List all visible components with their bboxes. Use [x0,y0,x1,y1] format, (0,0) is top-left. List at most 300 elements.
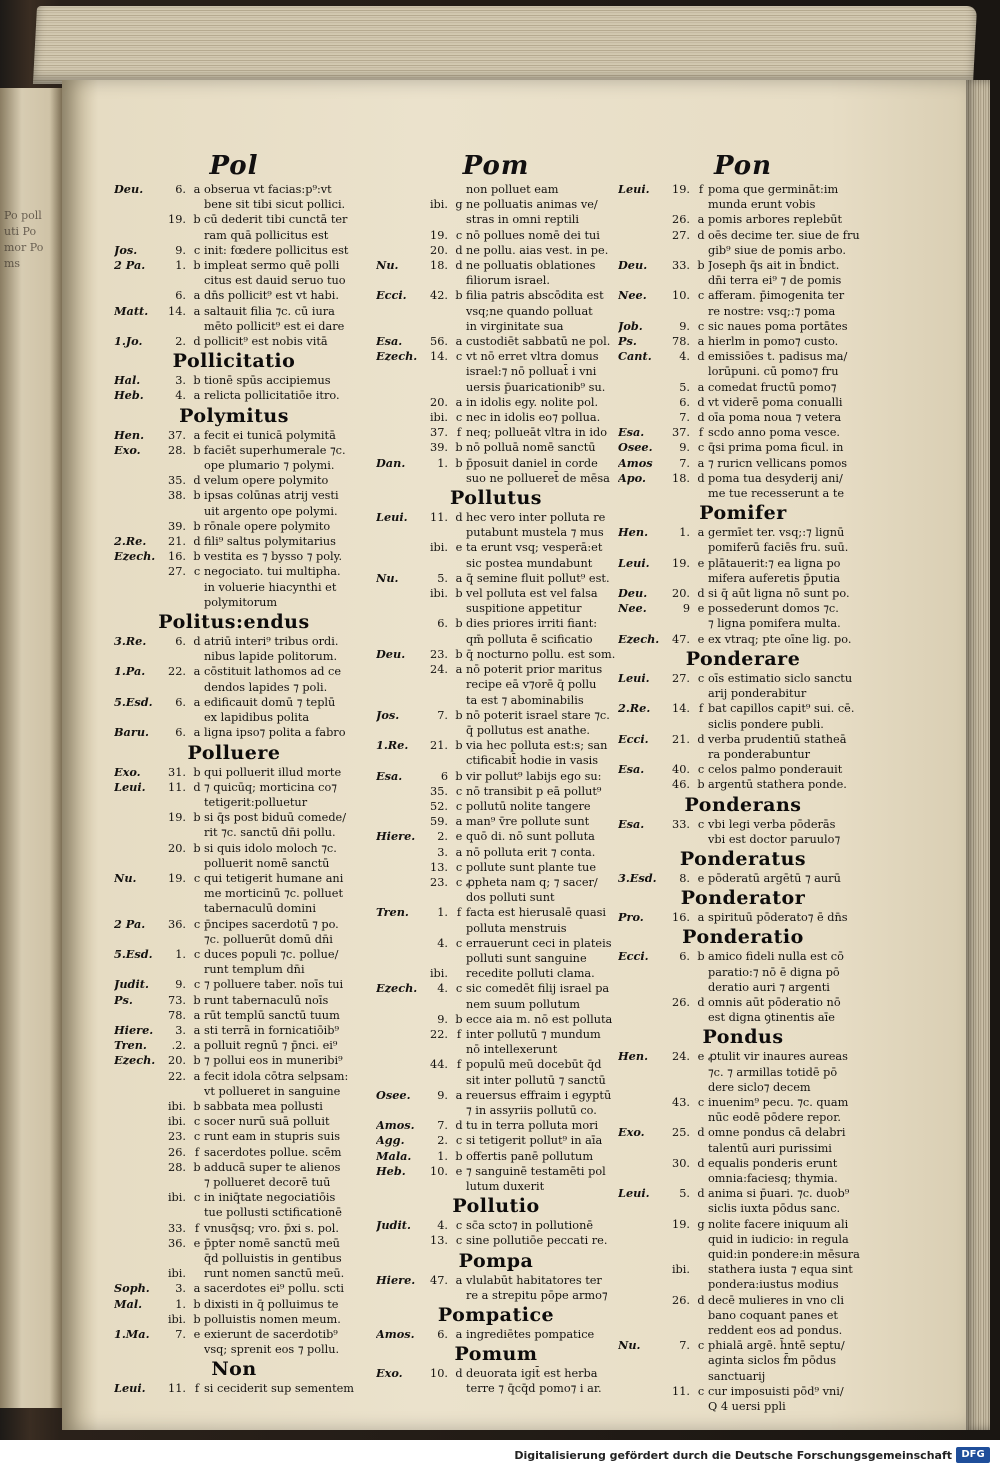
entry-text: oīa poma noua ⁊ vetera [708,411,842,425]
concordance-entry [376,425,616,440]
entry-text: via hec polluta est:s; san [466,739,608,753]
concordance-entry [618,1293,868,1308]
entry-text: ⁊ ruricn vellicans pomos [708,456,848,470]
lemma-heading: Pollutio [452,1195,540,1218]
concordance-entry [618,1080,868,1095]
concordance-entry [376,228,616,243]
entry-text: dixisti in q̄ polluimus te [204,1297,339,1311]
concordance-entry [618,949,868,964]
concordance-entry [618,380,868,395]
chapter-number [422,182,452,197]
concordance-entry [618,243,868,258]
chapter-number [664,1353,694,1368]
section-letter: d [455,259,463,273]
chapter-number: 40. [672,763,690,777]
section-letter [694,965,708,980]
concordance-entry [618,1232,868,1247]
chapter-number: 35. [168,474,186,488]
entry-text: nō poterit israel stare ⁊c. [466,708,610,722]
book-reference: Esa. [618,816,645,831]
book-reference [618,616,664,631]
concordance-entry [376,662,616,677]
section-letter: a [455,1273,463,1287]
concordance-entry [376,981,616,996]
chapter-number: 78. [672,335,690,349]
concordance-entry [376,319,616,334]
entry-text: scdo anno poma vesce. [708,426,840,440]
entry-text: uit argento ope polymi. [204,504,338,518]
concordance-entry [114,1038,354,1053]
book-reference: Mala. [376,1148,412,1163]
book-reference [618,995,664,1010]
section-letter: d [697,350,705,364]
book-reference [114,795,160,810]
book-reference [618,571,664,586]
section-letter: c [455,411,463,425]
lemma-heading: Ponderatio [682,926,804,949]
chapter-number: 6. [679,950,690,964]
chapter-number [422,723,452,738]
section-letter [452,304,466,319]
chapter-number: 26. [672,1293,690,1307]
concordance-entry [376,1179,616,1194]
section-letter [190,1342,204,1357]
section-letter: a [193,428,201,442]
chapter-number [664,1308,694,1323]
chapter-number: ibi. [167,1115,186,1129]
book-reference: Deu. [376,646,406,661]
section-letter [452,1103,466,1118]
chapter-number: 46. [672,778,690,792]
section-letter: b [193,1160,201,1174]
chapter-number [160,886,190,901]
page-block-top-edge [33,6,977,84]
entry-text: quid:in pondere:in mēsura [708,1247,860,1261]
book-reference [114,319,160,334]
entry-text: dn̄i terra ei⁹ ⁊ de pomis [708,274,842,288]
book-reference [114,519,160,534]
chapter-number: 56. [430,335,448,349]
book-reference: Heb. [376,1163,406,1178]
book-reference [376,212,422,227]
chapter-number [664,1080,694,1095]
section-letter [452,1073,466,1088]
book-reference [618,1277,664,1292]
concordance-entry [618,671,868,686]
book-reference: Ezech. [618,631,660,646]
concordance-entry [618,817,868,832]
book-reference: Hen. [618,1049,649,1064]
section-letter: b [193,213,201,227]
book-reference [114,1175,160,1190]
chapter-number: 22. [168,665,186,679]
entry-text: gib⁹ siue de pomis arbo. [708,243,846,257]
entry-text: rūt templū sanctū tuum [204,1008,340,1022]
concordance-entry [618,364,868,379]
book-reference [376,632,422,647]
concordance-entry [618,995,868,1010]
concordance-entry [376,1288,616,1303]
section-letter: e [697,602,705,616]
concordance-entry [618,747,868,762]
section-letter [190,1084,204,1099]
entry-text: socer nurū suā polluit [204,1115,330,1129]
entry-text: sc̄a scto⁊ in pollutionē [466,1219,594,1233]
chapter-number: 3. [175,1282,186,1296]
lemma-heading: Ponderatus [679,847,807,870]
book-reference [618,380,664,395]
chapter-number: 11. [168,780,186,794]
section-letter: c [193,1115,201,1129]
entry-text: Joseph q̄s ait in b̄ndict. [708,259,840,273]
entry-text: ⁊ polluere taber. noīs tui [204,978,344,992]
section-letter [694,1247,708,1262]
section-letter: c [697,319,705,333]
entry-text: inuenim⁹ pecu. ⁊c. quam [708,1095,849,1109]
concordance-entry [618,571,868,586]
section-letter: d [455,243,463,257]
chapter-number: 22. [430,1027,448,1041]
book-reference: Leui. [618,1186,650,1201]
book-reference [114,856,160,871]
section-letter: f [698,426,704,440]
concordance-entry [114,664,354,679]
entry-text: siclis iuxta pōdus sanc. [708,1202,841,1216]
chapter-number: 42. [430,289,448,303]
section-letter: c [697,671,705,685]
section-letter [190,228,204,243]
book-reference: Esa. [376,768,403,783]
book-reference: Job. [618,318,643,333]
entry-text: polluistis nomen meum. [204,1312,341,1326]
concordance-entry [376,349,616,364]
concordance-entry [618,1399,868,1414]
chapter-number: 6. [679,395,690,409]
entry-text: est digna ꝯtinentis aīe [708,1011,835,1025]
section-letter: g [455,198,463,212]
section-letter: b [193,443,201,457]
dfg-logo: DFG [956,1447,990,1463]
concordance-entry [618,965,868,980]
entry-text: reuersus effraim i egyptū [466,1088,612,1102]
entry-text: in voluerie hiacynthi et [204,580,337,594]
book-reference: Exo. [114,764,141,779]
concordance-entry [376,586,616,601]
chapter-number [422,1288,452,1303]
book-reference [618,832,664,847]
book-reference [618,540,664,555]
book-reference: Hiere. [376,1272,416,1287]
book-reference [618,1384,664,1399]
chapter-number: 23. [168,1130,186,1144]
concordance-entry [376,1027,616,1042]
entry-text: velum opere polymito [204,474,329,488]
concordance-entry [114,1281,354,1296]
book-reference: Deu. [114,182,144,196]
chapter-number [160,1084,190,1099]
book-reference: Ps. [114,992,133,1007]
book-reference: 2 Pa. [114,258,146,273]
book-reference [376,875,422,890]
section-letter: d [697,587,705,601]
section-letter [694,1201,708,1216]
section-letter [452,753,466,768]
section-letter: d [697,395,705,409]
entry-text: paratio:⁊ nō ē digna pō [708,965,840,979]
section-letter: c [193,947,201,961]
entry-text: saltauit filia ⁊c. cū iura [204,304,335,318]
entry-text: in virginitate sua [466,319,564,333]
section-letter: c [455,784,463,798]
concordance-entry [114,962,354,977]
chapter-number [422,1179,452,1194]
entry-text: sit inter pollutū ⁊ sanctū [466,1073,606,1087]
book-reference [376,540,422,555]
entry-text: ta est ⁊ abominabilis [466,693,584,707]
chapter-number: ibi. [167,1099,186,1113]
book-reference [618,1399,664,1414]
section-letter: b [697,950,705,964]
section-letter: a [455,395,463,409]
entry-text: argentū stathera ponde. [708,778,847,792]
concordance-entry [114,856,354,871]
chapter-number [160,825,190,840]
chapter-number: ibi. [167,1267,186,1281]
book-reference: Esa. [618,762,645,777]
entry-text: fecit ei tunicā polymitā [204,428,336,442]
entry-text: poma que germināt:im [708,183,839,196]
book-reference [114,488,160,503]
entry-text: sabbata mea pollusti [204,1099,323,1113]
book-reference [376,1042,422,1057]
entry-text: uersis p̄uaricationib⁹ su. [466,380,606,394]
column-2 [376,150,616,1397]
section-letter: b [193,519,201,533]
entry-text: citus est dauid seruo tuo [204,274,346,288]
section-letter [452,966,466,981]
chapter-number [664,571,694,586]
section-letter [190,580,204,595]
concordance-entry [376,1103,616,1118]
book-reference [618,1232,664,1247]
book-reference [618,197,664,212]
entry-text: q̄ nocturno pollu. est som. [466,647,616,661]
book-reference [618,1308,664,1323]
concordance-entry [114,841,354,856]
section-letter [190,458,204,473]
book-reference [114,228,160,243]
book-reference [114,1236,160,1251]
book-reference: Nee. [618,288,647,303]
book-reference [618,1293,664,1308]
concordance-entry [114,1266,354,1281]
book-page [62,80,966,1430]
section-letter: d [697,1126,705,1140]
concordance-entry [114,443,354,458]
section-letter [694,1232,708,1247]
entry-text: tue pollusti sctificationē [204,1206,342,1220]
entry-text: ne polluatis animas ve/ [466,198,598,212]
chapter-number: 27. [672,228,690,242]
section-letter: a [697,911,705,925]
chapter-number: 4. [437,1219,448,1233]
chapter-number [422,951,452,966]
concordance-entry [376,647,616,662]
chapter-number: 6. [437,617,448,631]
entry-text: atriū interi⁹ tribus ordi. [204,635,339,649]
entry-text: sacerdotes pollue. scēm [204,1145,342,1159]
entry-text: filia patris abscōdita est [466,289,604,303]
entry-text: si q̄ aūt ligna nō sunt po. [708,587,850,601]
chapter-number [664,1065,694,1080]
entry-text: afferam. p̄imogenita ter [708,289,845,303]
entry-text: non polluet eam [466,183,559,196]
entry-text: nō polluta erit ⁊ conta. [466,845,596,859]
concordance-entry [114,710,354,725]
concordance-entry [376,936,616,951]
entry-text: sic naues poma portātes [708,319,848,333]
book-reference [376,1073,422,1088]
book-reference [114,1069,160,1084]
chapter-number [422,997,452,1012]
section-letter: a [455,1088,463,1102]
chapter-number: 1. [437,906,448,920]
chapter-number [160,319,190,334]
concordance-entry [618,1353,868,1368]
concordance-entry [618,228,868,243]
entry-text: qui polluerit illud morte [204,765,342,779]
chapter-number [160,795,190,810]
chapter-number [422,212,452,227]
chapter-number [422,677,452,692]
section-letter [694,1010,708,1025]
chapter-number [664,364,694,379]
section-letter: c [455,799,463,813]
concordance-entry [618,871,868,886]
chapter-number [664,1323,694,1338]
section-letter: d [193,635,201,649]
book-reference [114,680,160,695]
book-reference [376,243,422,258]
book-reference: Leui. [114,1381,146,1396]
chapter-number [664,832,694,847]
chapter-number: 11. [672,1384,690,1398]
concordance-entry [376,395,616,410]
concordance-entry [114,1023,354,1038]
book-reference: Exo. [618,1125,645,1140]
concordance-entry [114,504,354,519]
section-letter: a [697,526,705,540]
concordance-entry [114,1297,354,1312]
section-letter [190,901,204,916]
concordance-entry [114,428,354,443]
chapter-number: 28. [168,443,186,457]
concordance-entry [618,686,868,701]
concordance-entry [114,1251,354,1266]
concordance-entry [376,1218,616,1233]
book-reference: Heb. [114,388,144,403]
chapter-number [160,649,190,664]
book-reference [376,799,422,814]
chapter-number: 20. [672,587,690,601]
entry-text: qui tetigerit humane ani [204,871,344,885]
section-letter [452,1179,466,1194]
book-reference: Leui. [114,779,146,794]
lemma-heading: Pomum [454,1343,538,1366]
concordance-entry [114,334,354,349]
book-reference [618,486,664,501]
section-letter [452,525,466,540]
chapter-number: ibi. [429,587,448,601]
concordance-entry [114,634,354,649]
chapter-number: 4. [437,982,448,996]
chapter-number [422,890,452,905]
footer-credit: Digitalisierung gefördert durch die Deutsche Forschungsgemeinschaft [514,1449,952,1462]
entry-text: duces populi ⁊c. pollue/ [204,947,339,961]
chapter-number [422,1103,452,1118]
concordance-entry [618,540,868,555]
concordance-entry [618,1141,868,1156]
entry-text: neq; pollueāt vltra in ido [466,426,608,440]
entry-text: ⁊ in assyriis pollutū co. [466,1103,597,1117]
book-reference [114,212,160,227]
chapter-number: 21. [430,739,448,753]
book-reference [618,228,664,243]
chapter-number [422,1381,452,1396]
chapter-number: 19. [672,556,690,570]
chapter-number [422,1073,452,1088]
section-letter [694,1323,708,1338]
entry-text: deuorata igit̄ est herba [466,1367,598,1381]
concordance-entry [114,725,354,740]
entry-text: offertis panē pollutum [466,1149,594,1163]
section-letter: e [697,632,705,646]
entry-text: exierunt de sacerdotib⁹ [204,1328,338,1342]
book-reference [376,395,422,410]
section-letter: d [697,228,705,242]
section-letter [190,595,204,610]
chapter-number [160,962,190,977]
book-reference [114,1008,160,1023]
concordance-entry [376,966,616,981]
entry-text: pomiferū faciēs fru. suū. [708,541,849,555]
book-reference [114,580,160,595]
book-reference [114,288,160,303]
entry-text: ipsas colūnas atrij vesti [204,489,339,503]
entry-text: nō poterit prior maritus [466,663,603,677]
concordance-entry [618,777,868,792]
book-reference: Tren. [114,1038,147,1053]
entry-text: vlulabūt habitatores ter [466,1273,602,1287]
entry-text: polluit regnū ⁊ p̄nci. ei⁹ [204,1039,338,1053]
book-reference [376,273,422,288]
chapter-number: 14. [672,702,690,716]
chapter-number: 7. [679,456,690,470]
chapter-number [422,273,452,288]
entry-text: stras in omni reptili [466,213,580,227]
section-letter: a [455,815,463,829]
book-reference: 2 Pa. [114,916,146,931]
section-letter: b [697,259,705,273]
section-letter: d [697,995,705,1009]
book-reference [376,921,422,936]
chapter-number: 9. [175,978,186,992]
section-letter [694,1141,708,1156]
concordance-entry [114,649,354,664]
book-reference [618,1080,664,1095]
chapter-number: 37. [168,428,186,442]
entry-text: ram quā pollicitus est [204,228,329,242]
